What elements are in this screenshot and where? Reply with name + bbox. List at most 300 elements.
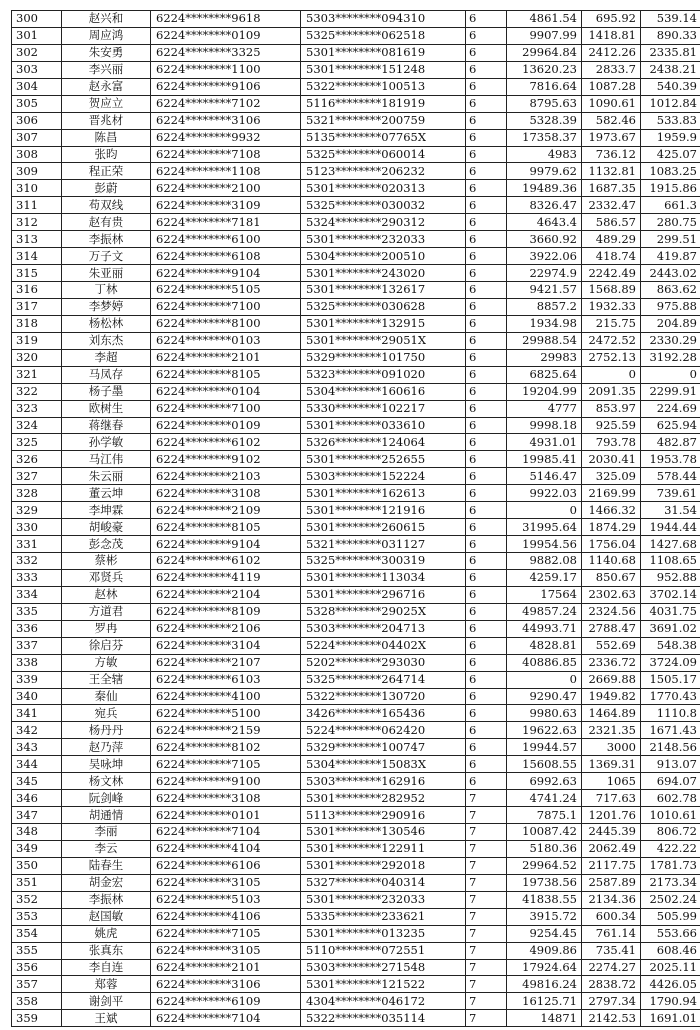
amount-cell: 4828.81	[507, 637, 582, 654]
bank-card-cell: 6224********7104	[151, 1010, 301, 1027]
deduction-cell: 4426.05	[641, 976, 700, 993]
name-cell: 万子文	[62, 248, 151, 265]
bank-card-cell: 6224********6100	[151, 231, 301, 248]
amount-cell: 19954.56	[507, 536, 582, 553]
amount-cell: 5328.39	[507, 112, 582, 129]
subsidy-cell: 215.75	[582, 315, 641, 332]
deduction-cell: 1427.68	[641, 536, 700, 553]
name-cell: 彭蔚	[62, 180, 151, 197]
table-row	[12, 282, 700, 299]
name-cell: 方道君	[62, 603, 151, 620]
table-row	[12, 959, 700, 976]
name-cell: 赵有贵	[62, 214, 151, 231]
row-number-cell: 322	[12, 383, 62, 400]
id-number-cell: 5326********124064	[301, 434, 466, 451]
month-cell: 6	[466, 722, 507, 739]
amount-cell: 6992.63	[507, 773, 582, 790]
row-number-cell: 325	[12, 434, 62, 451]
bank-card-cell: 6224********0104	[151, 383, 301, 400]
bank-card-cell: 6224********3325	[151, 44, 301, 61]
deduction-cell: 2299.91	[641, 383, 700, 400]
id-number-cell: 5322********100513	[301, 78, 466, 95]
id-number-cell: 5301********296716	[301, 586, 466, 603]
subsidy-cell: 761.14	[582, 925, 641, 942]
deduction-cell: 553.66	[641, 925, 700, 942]
amount-cell: 29964.84	[507, 44, 582, 61]
amount-cell: 19738.56	[507, 874, 582, 891]
subsidy-cell: 2336.72	[582, 654, 641, 671]
amount-cell: 19204.99	[507, 383, 582, 400]
name-cell: 谢剑平	[62, 993, 151, 1010]
table-row	[12, 197, 700, 214]
bank-card-cell: 6224********9100	[151, 773, 301, 790]
name-cell: 周应鸿	[62, 27, 151, 44]
deduction-cell: 1953.78	[641, 451, 700, 468]
amount-cell: 9980.63	[507, 705, 582, 722]
name-cell: 方敏	[62, 654, 151, 671]
table-row	[12, 654, 700, 671]
amount-cell: 29983	[507, 349, 582, 366]
row-number-cell: 314	[12, 248, 62, 265]
amount-cell: 0	[507, 502, 582, 519]
month-cell: 6	[466, 95, 507, 112]
amount-cell: 9979.62	[507, 163, 582, 180]
table-row	[12, 11, 700, 28]
bank-card-cell: 6224********0101	[151, 807, 301, 824]
amount-cell: 14871	[507, 1010, 582, 1027]
subsidy-cell: 1756.04	[582, 536, 641, 553]
subsidy-cell: 1932.33	[582, 298, 641, 315]
id-number-cell: 5304********15083X	[301, 756, 466, 773]
subsidy-cell: 2587.89	[582, 874, 641, 891]
bank-card-cell: 6224********4119	[151, 569, 301, 586]
row-number-cell: 309	[12, 163, 62, 180]
month-cell: 6	[466, 282, 507, 299]
month-cell: 6	[466, 417, 507, 434]
amount-cell: 8326.47	[507, 197, 582, 214]
month-cell: 6	[466, 366, 507, 383]
table-row	[12, 773, 700, 790]
deduction-cell: 482.87	[641, 434, 700, 451]
name-cell: 李云	[62, 840, 151, 857]
amount-cell: 10087.42	[507, 824, 582, 841]
deduction-cell: 2443.02	[641, 265, 700, 282]
deduction-cell: 1691.01	[641, 1010, 700, 1027]
id-number-cell: 5301********29051X	[301, 332, 466, 349]
id-number-cell: 5301********252655	[301, 451, 466, 468]
name-cell: 王全辖	[62, 671, 151, 688]
name-cell: 陆春生	[62, 857, 151, 874]
row-number-cell: 359	[12, 1010, 62, 1027]
id-number-cell: 5327********040314	[301, 874, 466, 891]
deduction-cell: 2025.11	[641, 959, 700, 976]
deduction-cell: 975.88	[641, 298, 700, 315]
month-cell: 6	[466, 773, 507, 790]
row-number-cell: 300	[12, 11, 62, 28]
subsidy-cell: 1568.89	[582, 282, 641, 299]
name-cell: 李超	[62, 349, 151, 366]
name-cell: 李振林	[62, 891, 151, 908]
subsidy-cell: 2472.52	[582, 332, 641, 349]
deduction-cell: 1110.8	[641, 705, 700, 722]
row-number-cell: 335	[12, 603, 62, 620]
row-number-cell: 323	[12, 400, 62, 417]
bank-card-cell: 6224********3106	[151, 976, 301, 993]
name-cell: 陈昌	[62, 129, 151, 146]
amount-cell: 44993.71	[507, 620, 582, 637]
subsidy-cell: 2242.49	[582, 265, 641, 282]
month-cell: 7	[466, 790, 507, 807]
id-number-cell: 5123********206232	[301, 163, 466, 180]
month-cell: 6	[466, 383, 507, 400]
deduction-cell: 533.83	[641, 112, 700, 129]
bank-card-cell: 6224********3106	[151, 112, 301, 129]
bank-card-cell: 6224********9104	[151, 536, 301, 553]
deduction-cell: 608.46	[641, 942, 700, 959]
month-cell: 7	[466, 840, 507, 857]
subsidy-cell: 600.34	[582, 908, 641, 925]
id-number-cell: 5301********121916	[301, 502, 466, 519]
deduction-cell: 2173.34	[641, 874, 700, 891]
subsidy-cell: 2445.39	[582, 824, 641, 841]
table-row	[12, 180, 700, 197]
subsidy-cell: 853.97	[582, 400, 641, 417]
month-cell: 6	[466, 637, 507, 654]
table-row	[12, 434, 700, 451]
name-cell: 王斌	[62, 1010, 151, 1027]
table-row	[12, 265, 700, 282]
amount-cell: 49857.24	[507, 603, 582, 620]
name-cell: 李梦婷	[62, 298, 151, 315]
name-cell: 杨文林	[62, 773, 151, 790]
row-number-cell: 350	[12, 857, 62, 874]
table-row	[12, 908, 700, 925]
row-number-cell: 337	[12, 637, 62, 654]
month-cell: 6	[466, 502, 507, 519]
month-cell: 7	[466, 857, 507, 874]
name-cell: 赵乃萍	[62, 739, 151, 756]
bank-card-cell: 6224********4100	[151, 688, 301, 705]
deduction-cell: 3724.09	[641, 654, 700, 671]
bank-card-cell: 6224********8105	[151, 366, 301, 383]
row-number-cell: 316	[12, 282, 62, 299]
row-number-cell: 332	[12, 553, 62, 570]
subsidy-cell: 1973.67	[582, 129, 641, 146]
id-number-cell: 5325********030032	[301, 197, 466, 214]
id-number-cell: 5322********035114	[301, 1010, 466, 1027]
bank-card-cell: 6224********4104	[151, 840, 301, 857]
bank-card-cell: 6224********6102	[151, 434, 301, 451]
name-cell: 蔡彬	[62, 553, 151, 570]
deduction-cell: 31.54	[641, 502, 700, 519]
amount-cell: 9290.47	[507, 688, 582, 705]
table-row	[12, 942, 700, 959]
row-number-cell: 302	[12, 44, 62, 61]
month-cell: 6	[466, 654, 507, 671]
subsidy-cell: 2302.63	[582, 586, 641, 603]
amount-cell: 29988.54	[507, 332, 582, 349]
row-number-cell: 356	[12, 959, 62, 976]
data-table	[11, 10, 700, 1027]
month-cell: 6	[466, 739, 507, 756]
row-number-cell: 311	[12, 197, 62, 214]
id-number-cell: 5301********292018	[301, 857, 466, 874]
id-number-cell: 5301********033610	[301, 417, 466, 434]
deduction-cell: 505.99	[641, 908, 700, 925]
id-number-cell: 5301********282952	[301, 790, 466, 807]
bank-card-cell: 6224********2103	[151, 468, 301, 485]
bank-card-cell: 6224********3109	[151, 197, 301, 214]
subsidy-cell: 2030.41	[582, 451, 641, 468]
amount-cell: 4643.4	[507, 214, 582, 231]
deduction-cell: 540.39	[641, 78, 700, 95]
subsidy-cell: 850.67	[582, 569, 641, 586]
month-cell: 6	[466, 671, 507, 688]
row-number-cell: 327	[12, 468, 62, 485]
amount-cell: 8795.63	[507, 95, 582, 112]
subsidy-cell: 1874.29	[582, 519, 641, 536]
subsidy-cell: 2274.27	[582, 959, 641, 976]
id-number-cell: 5321********031127	[301, 536, 466, 553]
table-row	[12, 739, 700, 756]
amount-cell: 19622.63	[507, 722, 582, 739]
row-number-cell: 340	[12, 688, 62, 705]
row-number-cell: 320	[12, 349, 62, 366]
subsidy-cell: 2321.35	[582, 722, 641, 739]
name-cell: 董云坤	[62, 485, 151, 502]
month-cell: 6	[466, 315, 507, 332]
amount-cell: 4741.24	[507, 790, 582, 807]
amount-cell: 7816.64	[507, 78, 582, 95]
name-cell: 马江伟	[62, 451, 151, 468]
subsidy-cell: 2788.47	[582, 620, 641, 637]
deduction-cell: 890.33	[641, 27, 700, 44]
month-cell: 7	[466, 908, 507, 925]
table-row	[12, 502, 700, 519]
amount-cell: 29964.52	[507, 857, 582, 874]
row-number-cell: 324	[12, 417, 62, 434]
deduction-cell: 863.62	[641, 282, 700, 299]
amount-cell: 19944.57	[507, 739, 582, 756]
table-row	[12, 163, 700, 180]
row-number-cell: 306	[12, 112, 62, 129]
subsidy-cell: 0	[582, 366, 641, 383]
table-row	[12, 705, 700, 722]
bank-card-cell: 6224********7105	[151, 756, 301, 773]
bank-card-cell: 6224********6108	[151, 248, 301, 265]
id-number-cell: 5301********243020	[301, 265, 466, 282]
deduction-cell: 2330.29	[641, 332, 700, 349]
month-cell: 6	[466, 146, 507, 163]
row-number-cell: 329	[12, 502, 62, 519]
month-cell: 6	[466, 61, 507, 78]
deduction-cell: 224.69	[641, 400, 700, 417]
row-number-cell: 339	[12, 671, 62, 688]
row-number-cell: 347	[12, 807, 62, 824]
month-cell: 6	[466, 112, 507, 129]
row-number-cell: 357	[12, 976, 62, 993]
table-row	[12, 553, 700, 570]
bank-card-cell: 6224********9106	[151, 78, 301, 95]
name-cell: 姚虎	[62, 925, 151, 942]
amount-cell: 4259.17	[507, 569, 582, 586]
id-number-cell: 5301********013235	[301, 925, 466, 942]
amount-cell: 3922.06	[507, 248, 582, 265]
amount-cell: 15608.55	[507, 756, 582, 773]
row-number-cell: 346	[12, 790, 62, 807]
deduction-cell: 2335.81	[641, 44, 700, 61]
amount-cell: 19489.36	[507, 180, 582, 197]
row-number-cell: 341	[12, 705, 62, 722]
id-number-cell: 5325********264714	[301, 671, 466, 688]
name-cell: 赵国敏	[62, 908, 151, 925]
bank-card-cell: 6224********3105	[151, 874, 301, 891]
id-number-cell: 5301********081619	[301, 44, 466, 61]
table-row	[12, 315, 700, 332]
id-number-cell: 5329********101750	[301, 349, 466, 366]
deduction-cell: 1770.43	[641, 688, 700, 705]
deduction-cell: 952.88	[641, 569, 700, 586]
table-row	[12, 891, 700, 908]
amount-cell: 9922.03	[507, 485, 582, 502]
subsidy-cell: 3000	[582, 739, 641, 756]
id-number-cell: 5325********300319	[301, 553, 466, 570]
month-cell: 6	[466, 519, 507, 536]
month-cell: 6	[466, 756, 507, 773]
bank-card-cell: 6224********6109	[151, 993, 301, 1010]
deduction-cell: 1790.94	[641, 993, 700, 1010]
subsidy-cell: 2669.88	[582, 671, 641, 688]
subsidy-cell: 489.29	[582, 231, 641, 248]
name-cell: 徐启芬	[62, 637, 151, 654]
bank-card-cell: 6224********4106	[151, 908, 301, 925]
table-row	[12, 112, 700, 129]
bank-card-cell: 6224********9104	[151, 265, 301, 282]
bank-card-cell: 6224********5100	[151, 705, 301, 722]
bank-card-cell: 6224********8105	[151, 519, 301, 536]
month-cell: 6	[466, 214, 507, 231]
id-number-cell: 4304********046172	[301, 993, 466, 1010]
bank-card-cell: 6224********6102	[151, 553, 301, 570]
id-number-cell: 5113********290916	[301, 807, 466, 824]
month-cell: 7	[466, 807, 507, 824]
subsidy-cell: 1090.61	[582, 95, 641, 112]
name-cell: 彭念茂	[62, 536, 151, 553]
month-cell: 7	[466, 1010, 507, 1027]
row-number-cell: 343	[12, 739, 62, 756]
row-number-cell: 318	[12, 315, 62, 332]
subsidy-cell: 325.09	[582, 468, 641, 485]
table-row	[12, 1010, 700, 1027]
subsidy-cell: 1140.68	[582, 553, 641, 570]
table-row	[12, 993, 700, 1010]
name-cell: 欧树生	[62, 400, 151, 417]
amount-cell: 19985.41	[507, 451, 582, 468]
amount-cell: 9907.99	[507, 27, 582, 44]
id-number-cell: 5224********062420	[301, 722, 466, 739]
subsidy-cell: 1201.76	[582, 807, 641, 824]
deduction-cell: 3192.28	[641, 349, 700, 366]
table-row	[12, 840, 700, 857]
deduction-cell: 299.51	[641, 231, 700, 248]
amount-cell: 4909.86	[507, 942, 582, 959]
deduction-cell: 422.22	[641, 840, 700, 857]
subsidy-cell: 1087.28	[582, 78, 641, 95]
table-body	[12, 11, 700, 1027]
month-cell: 6	[466, 569, 507, 586]
month-cell: 6	[466, 688, 507, 705]
amount-cell: 4983	[507, 146, 582, 163]
subsidy-cell: 1949.82	[582, 688, 641, 705]
id-number-cell: 5301********232033	[301, 231, 466, 248]
amount-cell: 0	[507, 671, 582, 688]
id-number-cell: 5301********122911	[301, 840, 466, 857]
month-cell: 7	[466, 925, 507, 942]
row-number-cell: 348	[12, 824, 62, 841]
bank-card-cell: 6224********3104	[151, 637, 301, 654]
month-cell: 6	[466, 27, 507, 44]
name-cell: 胡通情	[62, 807, 151, 824]
amount-cell: 8857.2	[507, 298, 582, 315]
name-cell: 丁林	[62, 282, 151, 299]
row-number-cell: 353	[12, 908, 62, 925]
bank-card-cell: 6224********3108	[151, 485, 301, 502]
id-number-cell: 5301********130546	[301, 824, 466, 841]
subsidy-cell: 2833.7	[582, 61, 641, 78]
subsidy-cell: 735.41	[582, 942, 641, 959]
deduction-cell: 1012.84	[641, 95, 700, 112]
amount-cell: 5146.47	[507, 468, 582, 485]
deduction-cell: 1671.43	[641, 722, 700, 739]
subsidy-cell: 2134.36	[582, 891, 641, 908]
name-cell: 朱安勇	[62, 44, 151, 61]
bank-card-cell: 6224********0109	[151, 27, 301, 44]
month-cell: 7	[466, 993, 507, 1010]
id-number-cell: 5303********204713	[301, 620, 466, 637]
bank-card-cell: 6224********6106	[151, 857, 301, 874]
subsidy-cell: 2838.72	[582, 976, 641, 993]
amount-cell: 9998.18	[507, 417, 582, 434]
name-cell: 李振林	[62, 231, 151, 248]
subsidy-cell: 1065	[582, 773, 641, 790]
amount-cell: 16125.71	[507, 993, 582, 1010]
row-number-cell: 333	[12, 569, 62, 586]
month-cell: 6	[466, 180, 507, 197]
subsidy-cell: 2324.56	[582, 603, 641, 620]
row-number-cell: 355	[12, 942, 62, 959]
deduction-cell: 2502.24	[641, 891, 700, 908]
subsidy-cell: 1369.31	[582, 756, 641, 773]
table-row	[12, 214, 700, 231]
id-number-cell: 5304********160616	[301, 383, 466, 400]
deduction-cell: 1959.9	[641, 129, 700, 146]
subsidy-cell: 736.12	[582, 146, 641, 163]
month-cell: 6	[466, 400, 507, 417]
name-cell: 朱云丽	[62, 468, 151, 485]
name-cell: 李兴丽	[62, 61, 151, 78]
name-cell: 赵林	[62, 586, 151, 603]
row-number-cell: 326	[12, 451, 62, 468]
id-number-cell: 5110********072551	[301, 942, 466, 959]
name-cell: 胡金宏	[62, 874, 151, 891]
month-cell: 6	[466, 163, 507, 180]
row-number-cell: 331	[12, 536, 62, 553]
bank-card-cell: 6224********8100	[151, 315, 301, 332]
month-cell: 6	[466, 603, 507, 620]
id-number-cell: 5202********293030	[301, 654, 466, 671]
bank-card-cell: 6224********2100	[151, 180, 301, 197]
table-row	[12, 569, 700, 586]
